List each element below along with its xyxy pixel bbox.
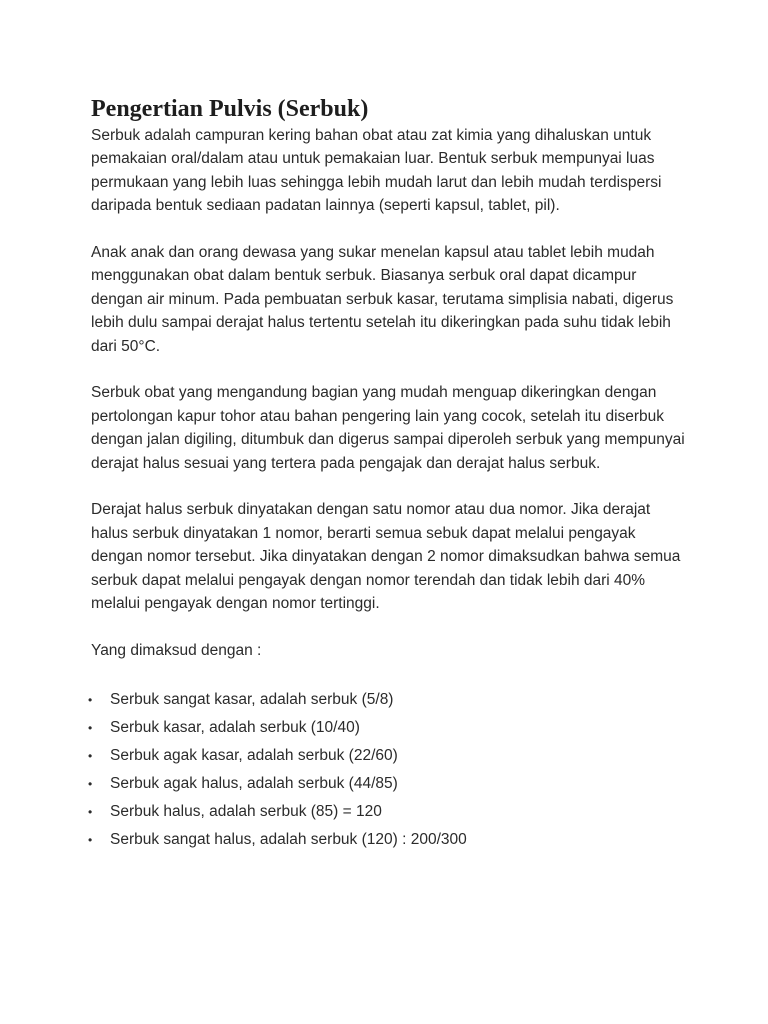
fineness-list <box>88 686 691 854</box>
list-item <box>88 770 691 798</box>
list-item-text: Serbuk sangat halus, adalah serbuk (120) : 200/300 <box>110 830 467 848</box>
paragraph-usage: Anak anak dan orang dewasa yang sukar menelan kapsul atau tablet lebih mudah menggunakan obat dalam bentuk serbuk. Biasanya serbuk oral dapat dicampur dengan air minum. Pada pembuatan serbuk kasar, terutama simplisia nabati, digerus lebih dulu sampai derajat halus tertentu setelah itu dikeringkan pada suhu tidak lebih dari 50°C. <box>91 244 674 355</box>
list-item-text: Serbuk sangat kasar, adalah serbuk (5/8) <box>110 690 394 708</box>
list-item <box>88 742 691 770</box>
paragraph-fineness: Derajat halus serbuk dinyatakan dengan satu nomor atau dua nomor. Jika derajat halus serbuk dinyatakan 1 nomor, berarti semua sebuk dapat melalui pengayak dengan nomor tersebut. Jika dinyatakan dengan 2 nomor dimaksudkan bahwa semua serbuk dapat melalui pengayak dengan nomor terendah dan tidak lebih dari 40% melalui pengayak dengan nomor tertinggi. <box>91 501 681 613</box>
bullet-icon: • <box>88 692 93 707</box>
page-title: Pengertian Pulvis (Serbuk) <box>91 96 369 122</box>
list-item-text: Serbuk agak halus, adalah serbuk (44/85) <box>110 774 398 792</box>
list-item <box>88 714 691 742</box>
list-item <box>88 826 691 854</box>
list-item <box>88 686 691 714</box>
list-item <box>88 798 691 826</box>
bullet-icon: • <box>88 748 93 763</box>
list-item-text: Serbuk halus, adalah serbuk (85) = 120 <box>110 802 382 820</box>
bullet-icon: • <box>88 832 93 847</box>
list-item-text: Serbuk agak kasar, adalah serbuk (22/60) <box>110 746 398 764</box>
bullet-icon: • <box>88 776 93 791</box>
list-item-text: Serbuk kasar, adalah serbuk (10/40) <box>110 718 360 736</box>
paragraph-drying: Serbuk obat yang mengandung bagian yang mudah menguap dikeringkan dengan pertolongan kapur tohor atau bahan pengering lain yang cocok, setelah itu diserbuk dengan jalan digiling, ditumbuk dan digerus sampai diperoleh serbuk yang mempunyai derajat halus sesuai yang tertera pada pengajak dan derajat halus serbuk. <box>91 384 685 472</box>
bullet-icon: • <box>88 720 93 735</box>
paragraph-definition: Serbuk adalah campuran kering bahan obat atau zat kimia yang dihaluskan untuk pemakaian oral/dalam atau untuk pemakaian luar. Bentuk serbuk mempunyai luas permukaan yang lebih luas sehingga lebih mudah larut dan lebih mudah terdispersi daripada bentuk sediaan padatan lainnya (seperti kapsul, tablet, pil). <box>91 127 662 215</box>
document-page <box>88 92 691 854</box>
paragraph-list-intro: Yang dimaksud dengan : <box>91 641 262 659</box>
bullet-icon: • <box>88 804 93 819</box>
